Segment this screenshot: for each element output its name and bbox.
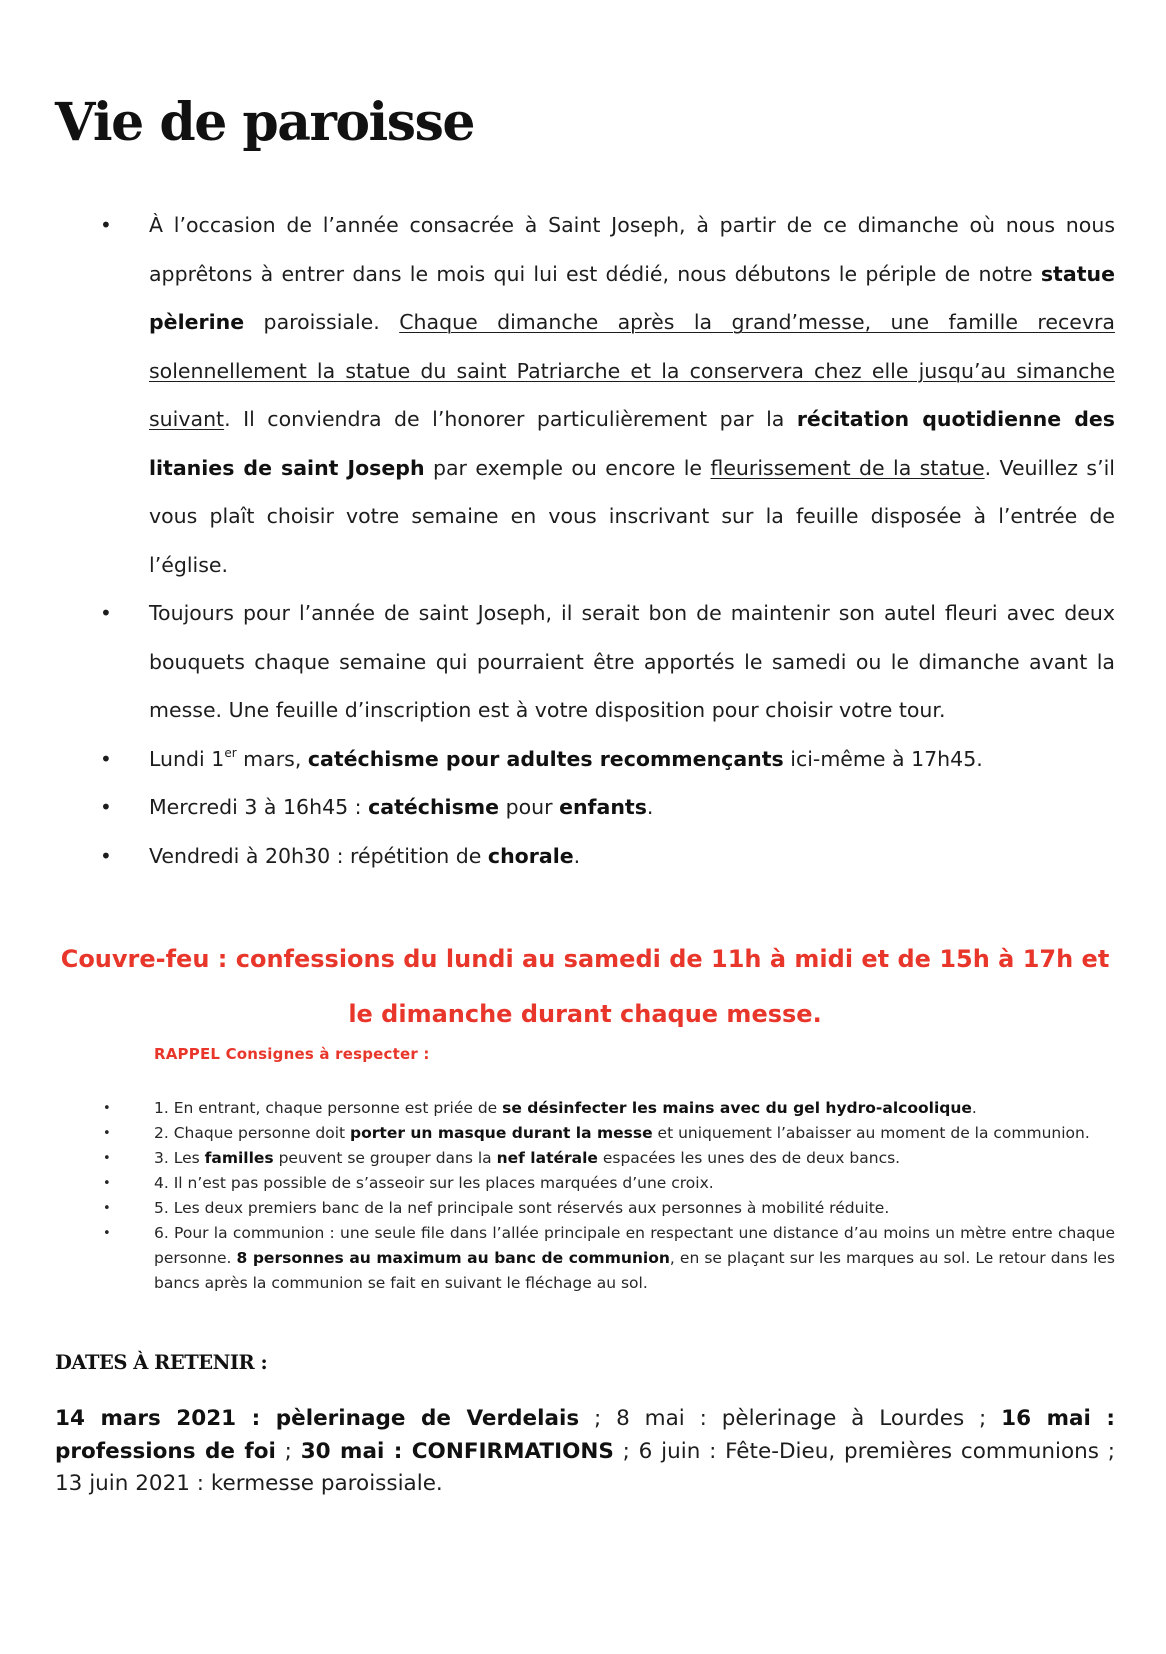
bold-text: porter un masque durant la messe	[350, 1124, 653, 1142]
text-span: . Il conviendra de l’honorer particulièrement par la	[224, 407, 797, 431]
list-item	[97, 1121, 1115, 1146]
text-span: ici-même à 17h45.	[783, 746, 983, 771]
list-item	[97, 1096, 1115, 1121]
list-item	[97, 783, 1115, 832]
text-span: 6. Pour la communion : une seule file dans l’allée principale en respectant une distance d’au moins un mètre entre chaque personne.	[154, 1224, 1115, 1267]
rappel-heading: RAPPEL Consignes à respecter :	[154, 1045, 430, 1063]
list-item	[97, 1221, 1115, 1296]
underlined-text: Chaque dimanche après la grand’messe, une famille recevra solennellement la statue du saint Patriarche et la conservera chez elle jusqu’au simanche suivant	[149, 310, 1115, 431]
list-item	[97, 832, 1115, 881]
text-span: ; 6 juin : Fête-Dieu, premières communions ; 13 juin 2021 : kermesse paroissiale.	[55, 1438, 1115, 1496]
text-span: 4. Il n’est pas possible de s’asseoir sur les places marquées d’une croix.	[154, 1174, 714, 1192]
dates-paragraph	[55, 1403, 1115, 1501]
text-span: par exemple ou encore le	[424, 455, 711, 480]
bullet-icon: •	[100, 843, 112, 868]
underlined-text: fleurissement de la statue	[710, 455, 985, 480]
bullet-icon: •	[103, 1201, 111, 1216]
bullet-icon: •	[100, 601, 112, 625]
bold-text: 14 mars 2021 : pèlerinage de Verdelais	[55, 1406, 580, 1431]
text-span: 5. Les deux premiers banc de la nef principale sont réservés aux personnes à mobilité réduite.	[154, 1199, 890, 1217]
text-span: mars,	[236, 746, 308, 771]
text-span: Vendredi à 20h30 : répétition de	[149, 843, 488, 868]
bullet-icon: •	[103, 1151, 111, 1166]
announcement-list	[97, 201, 1115, 880]
bold-text: nef latérale	[496, 1149, 598, 1167]
curfew-line: le dimanche durant chaque messe.	[348, 1000, 822, 1028]
text-span: peuvent se grouper dans la	[273, 1149, 497, 1167]
bullet-icon: •	[100, 746, 112, 771]
bold-text: statue pèlerine	[149, 261, 1115, 334]
curfew-line: Couvre-feu : confessions du lundi au samedi de 11h à midi et de 15h à 17h et	[60, 945, 1110, 973]
text-span: 3. Les	[154, 1149, 205, 1167]
text-span: .	[573, 843, 581, 868]
list-item	[97, 201, 1115, 589]
superscript: er	[224, 745, 237, 760]
bold-text: récitation quotidienne des litanies de saint Joseph	[149, 407, 1115, 480]
list-item	[97, 1171, 1115, 1196]
list-item	[97, 1146, 1115, 1171]
text-span: pour	[499, 795, 560, 819]
bullet-icon: •	[100, 213, 112, 237]
bullet-icon: •	[100, 795, 112, 819]
list-item	[97, 589, 1115, 735]
text-span: .	[646, 795, 654, 819]
bullet-icon: •	[103, 1126, 111, 1141]
rules-list	[97, 1096, 1115, 1296]
page-title: Vie de paroisse	[55, 92, 474, 153]
text-span: et uniquement l’abaisser au moment de la communion.	[652, 1124, 1090, 1142]
text-span: Lundi 1	[149, 746, 225, 771]
list-item	[97, 735, 1115, 784]
text-span: , en se plaçant sur les marques au sol. Le retour dans les bancs après la communion se fait en suivant le fléchage au sol.	[154, 1249, 1115, 1292]
curfew-notice	[55, 932, 1115, 1042]
text-span: ;	[275, 1438, 301, 1464]
text-span: Mercredi 3 à 16h45 :	[149, 795, 369, 819]
text-span: espacées les unes des de deux bancs.	[597, 1149, 901, 1167]
text-span: . Veuillez s’il vous plaît choisir votre semaine en vous inscrivant sur la feuille disposée à l’entrée de l’église.	[149, 455, 1115, 577]
text-span: paroissiale.	[244, 310, 400, 334]
bullet-icon: •	[103, 1226, 111, 1241]
bold-text: 8 personnes au maximum au banc de communion	[236, 1249, 670, 1267]
bold-text: chorale	[487, 843, 574, 868]
bold-text: 30 mai : CONFIRMATIONS	[300, 1438, 614, 1464]
text-span: 2. Chaque personne doit	[154, 1124, 351, 1142]
bold-text: enfants	[559, 795, 647, 819]
bold-text: familles	[204, 1149, 274, 1167]
text-span: À l’occasion de l’année consacrée à Saint Joseph, à partir de ce dimanche où nous nous apprêtons à entrer dans le mois qui lui est dédié, nous débutons le périple de notre	[149, 213, 1115, 286]
bullet-icon: •	[103, 1101, 111, 1116]
bold-text: se désinfecter les mains avec du gel hydro-alcoolique	[502, 1099, 972, 1117]
bold-text: catéchisme pour adultes recommençants	[307, 746, 784, 771]
bullet-icon: •	[103, 1176, 111, 1191]
dates-heading: DATES À RETENIR :	[55, 1351, 268, 1374]
text-span: Toujours pour l’année de saint Joseph, il serait bon de maintenir son autel fleuri avec deux bouquets chaque semaine qui pourraient être apportés le samedi ou le dimanche avant la messe. Une feuille d’inscription est à votre disposition pour choisir votre tour.	[149, 601, 1115, 722]
bold-text: 16 mai : professions de foi	[55, 1406, 1115, 1464]
list-item	[97, 1196, 1115, 1221]
bold-text: catéchisme	[368, 795, 500, 819]
text-span: .	[971, 1099, 977, 1117]
text-span: ; 8 mai : pèlerinage à Lourdes ;	[579, 1406, 1002, 1431]
text-span: 1. En entrant, chaque personne est priée de	[154, 1099, 503, 1117]
